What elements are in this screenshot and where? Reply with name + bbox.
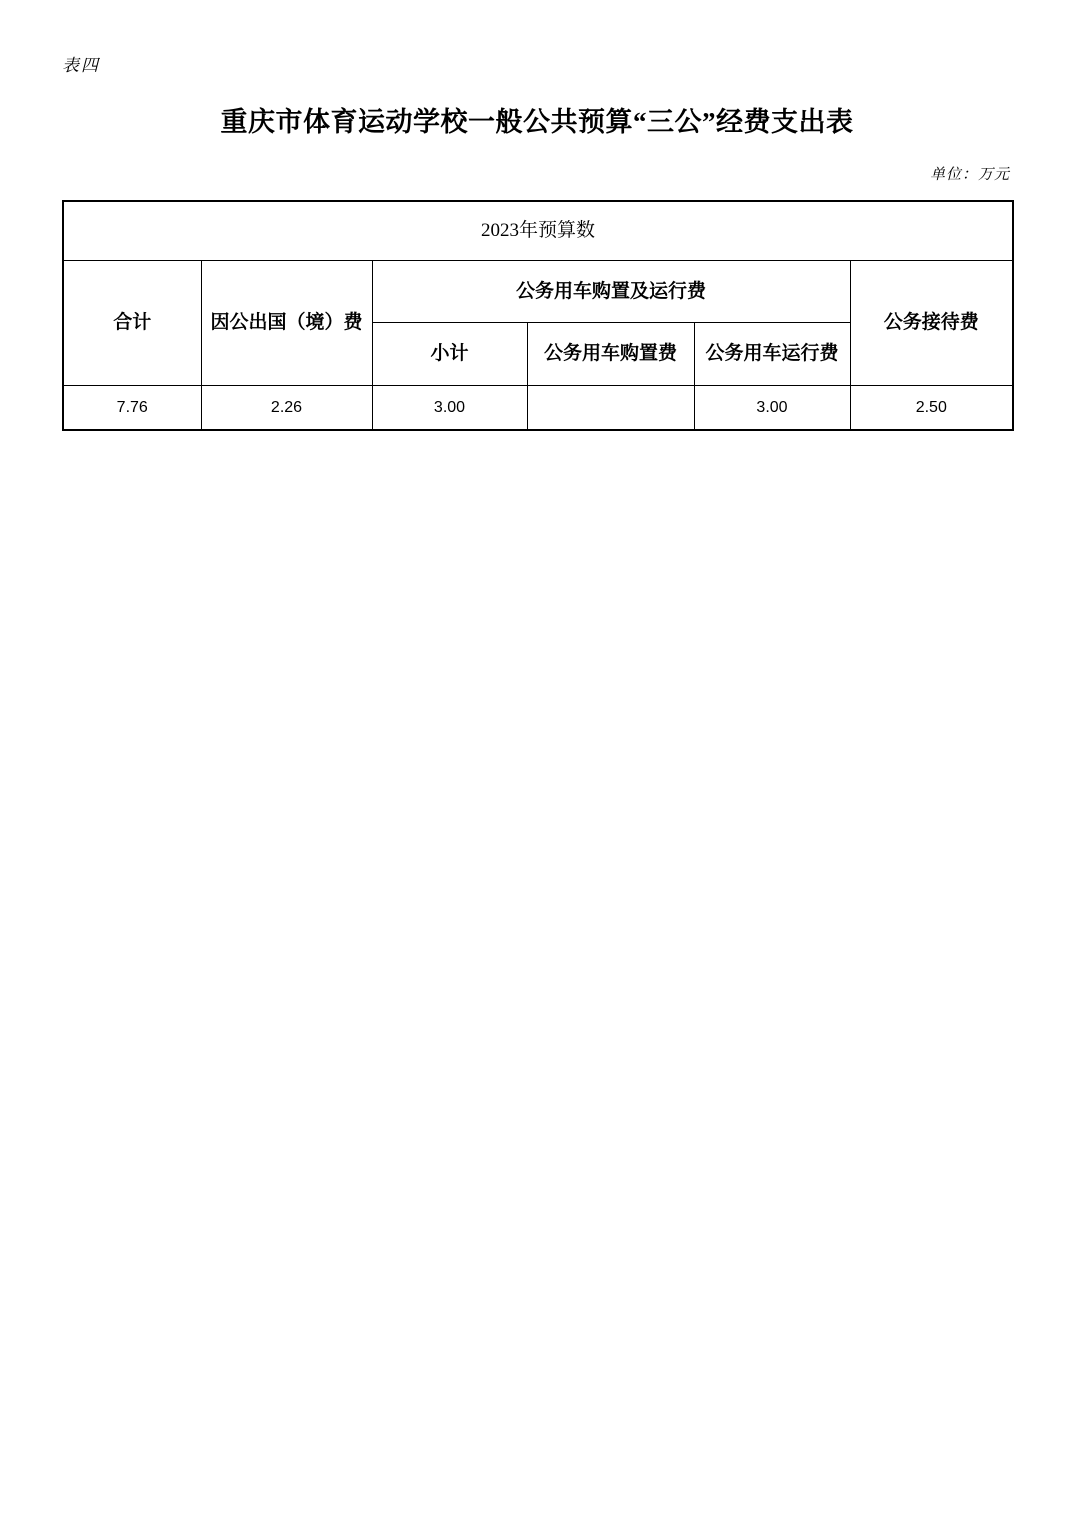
col-header-abroad: 因公出国（境）费 [201,261,372,386]
data-cell-vehicle-subtotal: 3.00 [372,386,527,431]
col-header-reception: 公务接待费 [850,261,1013,386]
data-cell-vehicle-purchase [527,386,694,431]
data-cell-total: 7.76 [63,386,201,431]
data-cell-abroad: 2.26 [201,386,372,431]
col-header-vehicle-group: 公务用车购置及运行费 [372,261,850,323]
unit-note: 单位：万元 [929,165,1010,183]
data-cell-reception: 2.50 [850,386,1013,431]
data-cell-vehicle-operation: 3.00 [694,386,850,431]
data-row [63,386,1013,431]
page-title: 重庆市体育运动学校一般公共预算“三公”经费支出表 [220,107,854,137]
year-header-row [63,201,1013,261]
table-number-label: 表四 [62,56,100,76]
year-header-cell: 2023年预算数 [63,201,1013,261]
col-header-vehicle-purchase: 公务用车购置费 [527,323,694,386]
col-header-total: 合计 [63,261,201,386]
budget-table [62,200,1014,431]
col-header-vehicle-operation: 公务用车运行费 [694,323,850,386]
col-header-vehicle-subtotal: 小计 [372,323,527,386]
column-header-row [63,261,1013,323]
